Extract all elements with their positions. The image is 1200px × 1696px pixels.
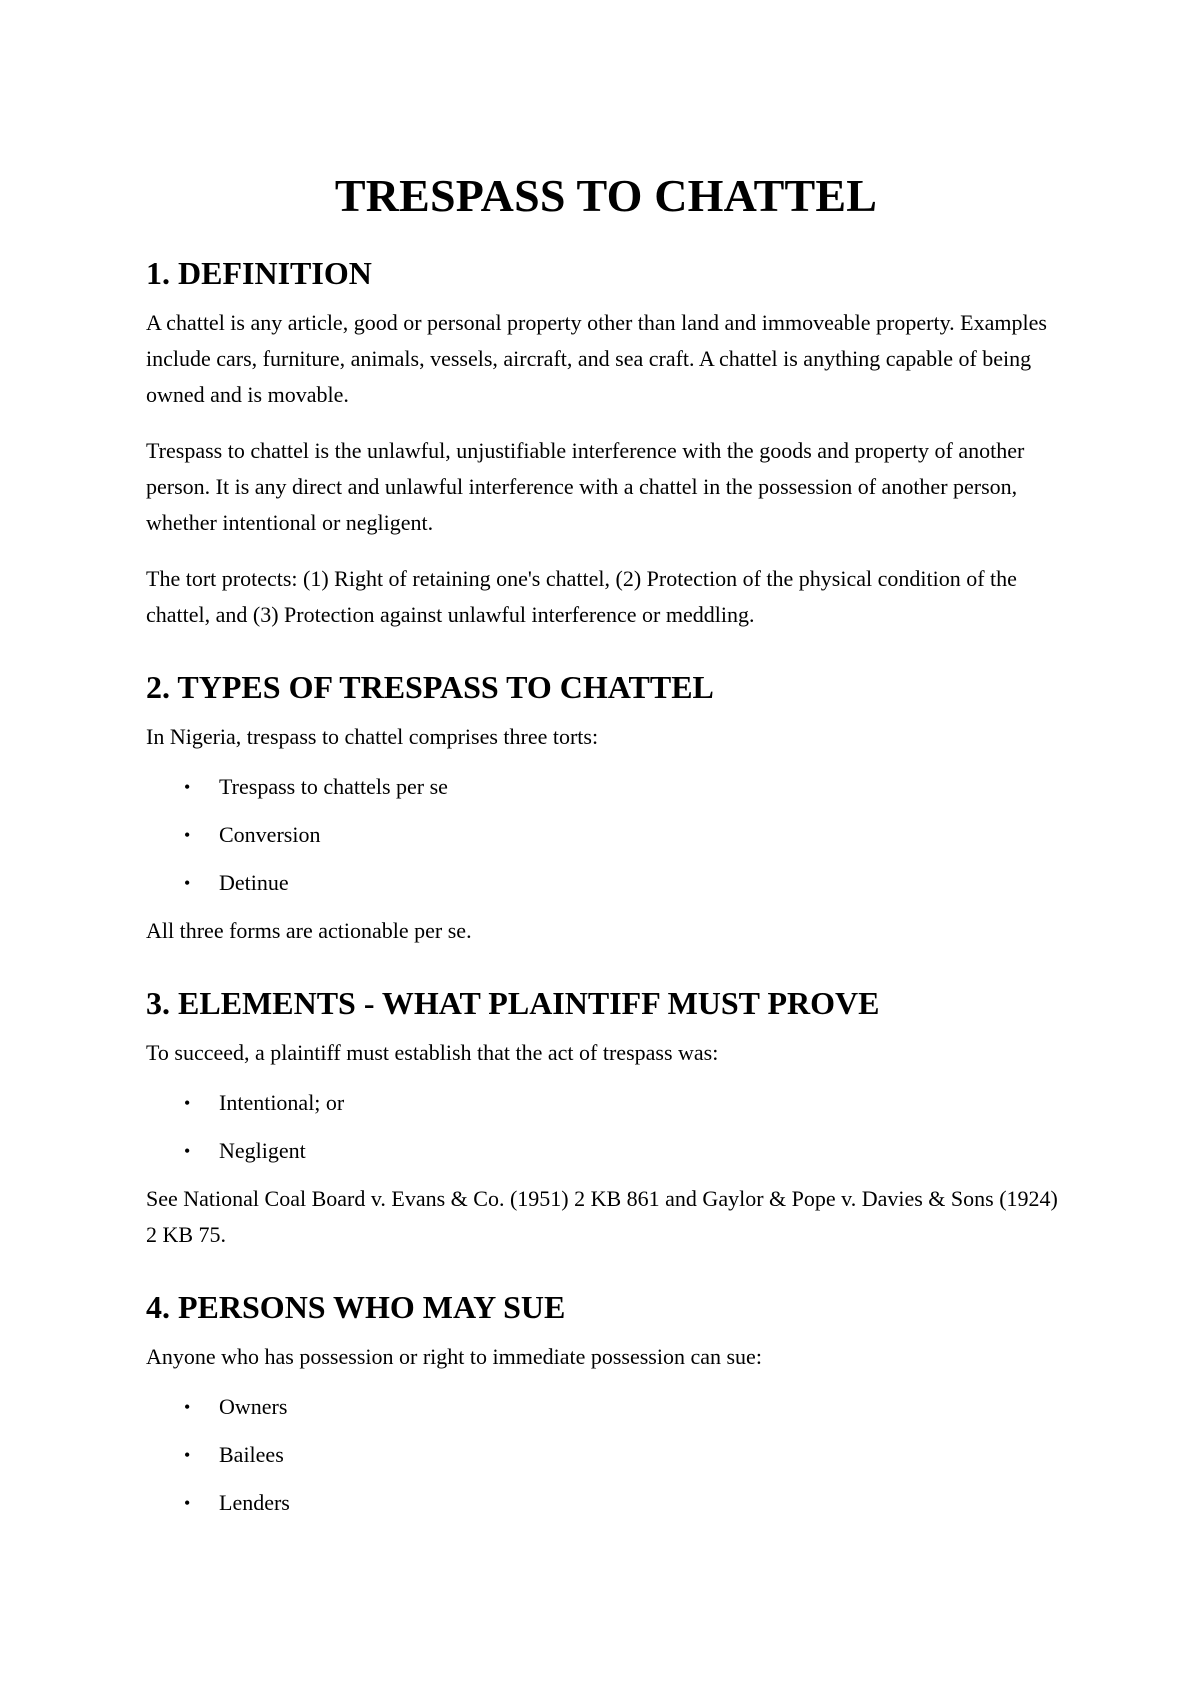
list-item-text: Trespass to chattels per se bbox=[219, 774, 448, 800]
list-item bbox=[146, 1085, 1066, 1121]
bullet-icon: • bbox=[184, 1397, 191, 1418]
bullet-list bbox=[146, 769, 1066, 901]
section-types bbox=[146, 667, 1066, 949]
list-item bbox=[146, 1437, 1066, 1473]
section-definition bbox=[146, 253, 1066, 633]
bullet-icon: • bbox=[184, 1093, 191, 1114]
bullet-list bbox=[146, 1389, 1066, 1521]
list-item bbox=[146, 1389, 1066, 1425]
paragraph: A chattel is any article, good or personal property other than land and immoveable property. Examples include cars, furniture, animals, vessels, aircraft, and sea craft. A chattel is anything capable of being owned and is movable. bbox=[146, 310, 1047, 408]
paragraph: To succeed, a plaintiff must establish that the act of trespass was: bbox=[146, 1040, 719, 1066]
paragraph: See National Coal Board v. Evans & Co. (1951) 2 KB 861 and Gaylor & Pope v. Davies & Sons (1924) 2 KB 75. bbox=[146, 1186, 1058, 1248]
section-persons-who-may-sue bbox=[146, 1287, 1066, 1521]
list-item-text: Lenders bbox=[219, 1490, 290, 1516]
list-item-text: Bailees bbox=[219, 1442, 284, 1468]
list-item bbox=[146, 1133, 1066, 1169]
list-item bbox=[146, 817, 1066, 853]
list-item bbox=[146, 865, 1066, 901]
bullet-icon: • bbox=[184, 1141, 191, 1162]
paragraph: Anyone who has possession or right to immediate possession can sue: bbox=[146, 1344, 762, 1370]
section-heading: 2. TYPES OF TRESPASS TO CHATTEL bbox=[146, 669, 714, 706]
paragraph: Trespass to chattel is the unlawful, unjustifiable interference with the goods and property of another person. It is any direct and unlawful interference with a chattel in the possession of another person, whether intentional or negligent. bbox=[146, 438, 1025, 536]
document-body bbox=[146, 168, 1066, 1555]
bullet-icon: • bbox=[184, 1445, 191, 1466]
paragraph: In Nigeria, trespass to chattel comprises three torts: bbox=[146, 724, 599, 750]
list-item bbox=[146, 769, 1066, 805]
list-item-text: Owners bbox=[219, 1394, 288, 1420]
list-item-text: Conversion bbox=[219, 822, 321, 848]
paragraph: All three forms are actionable per se. bbox=[146, 918, 472, 944]
section-heading: 1. DEFINITION bbox=[146, 255, 372, 292]
list-item-text: Intentional; or bbox=[219, 1090, 345, 1116]
bullet-icon: • bbox=[184, 777, 191, 798]
document-title: TRESPASS TO CHATTEL bbox=[334, 170, 878, 221]
bullet-list bbox=[146, 1085, 1066, 1169]
list-item-text: Negligent bbox=[219, 1138, 306, 1164]
bullet-icon: • bbox=[184, 873, 191, 894]
section-elements bbox=[146, 983, 1066, 1253]
section-heading: 4. PERSONS WHO MAY SUE bbox=[146, 1289, 566, 1326]
bullet-icon: • bbox=[184, 1493, 191, 1514]
bullet-icon: • bbox=[184, 825, 191, 846]
list-item bbox=[146, 1485, 1066, 1521]
section-heading: 3. ELEMENTS - WHAT PLAINTIFF MUST PROVE bbox=[146, 985, 880, 1022]
paragraph: The tort protects: (1) Right of retaining one's chattel, (2) Protection of the physical condition of the chattel, and (3) Protection against unlawful interference or meddling. bbox=[146, 566, 1017, 628]
list-item-text: Detinue bbox=[219, 870, 289, 896]
